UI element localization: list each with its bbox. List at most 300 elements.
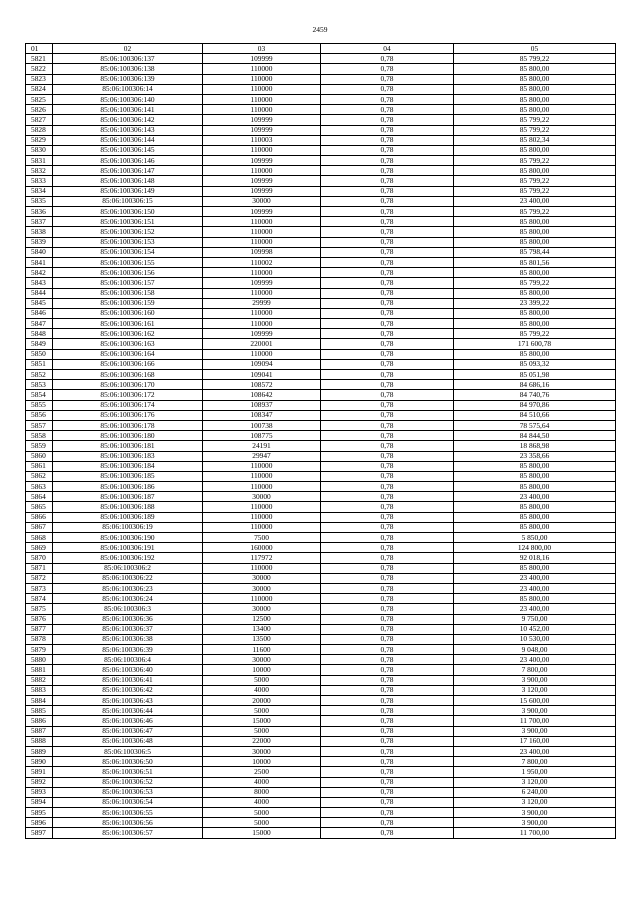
row-number-cell: 5845 bbox=[26, 298, 53, 308]
table-row bbox=[26, 461, 616, 471]
value-cell: 85 801,56 bbox=[454, 257, 616, 267]
value-cell: 3 900,00 bbox=[454, 808, 616, 818]
value-cell: 18 868,98 bbox=[454, 441, 616, 451]
row-number-cell: 5853 bbox=[26, 380, 53, 390]
table-header-row bbox=[26, 44, 616, 54]
rate-cell: 0,78 bbox=[321, 808, 454, 818]
cadastral-number-cell: 85:06:100306:186 bbox=[53, 482, 203, 492]
area-cell: 4000 bbox=[203, 777, 321, 787]
area-cell: 110000 bbox=[203, 166, 321, 176]
value-cell: 85 800,00 bbox=[454, 522, 616, 532]
table-row bbox=[26, 645, 616, 655]
row-number-cell: 5865 bbox=[26, 502, 53, 512]
cadastral-number-cell: 85:06:100306:180 bbox=[53, 431, 203, 441]
area-cell: 109999 bbox=[203, 54, 321, 64]
row-number-cell: 5891 bbox=[26, 767, 53, 777]
rate-cell: 0,78 bbox=[321, 105, 454, 115]
row-number-cell: 5897 bbox=[26, 828, 53, 838]
row-number-cell: 5893 bbox=[26, 787, 53, 797]
rate-cell: 0,78 bbox=[321, 420, 454, 430]
row-number-cell: 5833 bbox=[26, 176, 53, 186]
cadastral-number-cell: 85:06:100306:143 bbox=[53, 125, 203, 135]
rate-cell: 0,78 bbox=[321, 115, 454, 125]
cadastral-number-cell: 85:06:100306:44 bbox=[53, 706, 203, 716]
area-cell: 110003 bbox=[203, 135, 321, 145]
rate-cell: 0,78 bbox=[321, 298, 454, 308]
value-cell: 85 800,00 bbox=[454, 94, 616, 104]
value-cell: 85 800,00 bbox=[454, 502, 616, 512]
value-cell: 3 120,00 bbox=[454, 797, 616, 807]
rate-cell: 0,78 bbox=[321, 533, 454, 543]
rate-cell: 0,78 bbox=[321, 492, 454, 502]
table-row bbox=[26, 543, 616, 553]
row-number-cell: 5877 bbox=[26, 624, 53, 634]
table-row bbox=[26, 339, 616, 349]
cadastral-number-cell: 85:06:100306:15 bbox=[53, 196, 203, 206]
row-number-cell: 5878 bbox=[26, 634, 53, 644]
value-cell: 3 900,00 bbox=[454, 818, 616, 828]
area-cell: 110000 bbox=[203, 74, 321, 84]
area-cell: 110000 bbox=[203, 349, 321, 359]
row-number-cell: 5868 bbox=[26, 533, 53, 543]
value-cell: 3 900,00 bbox=[454, 675, 616, 685]
rate-cell: 0,78 bbox=[321, 563, 454, 573]
table-row bbox=[26, 818, 616, 828]
row-number-cell: 5864 bbox=[26, 492, 53, 502]
row-number-cell: 5869 bbox=[26, 543, 53, 553]
cadastral-number-cell: 85:06:100306:164 bbox=[53, 349, 203, 359]
value-cell: 85 051,98 bbox=[454, 370, 616, 380]
row-number-cell: 5846 bbox=[26, 308, 53, 318]
value-cell: 23 358,66 bbox=[454, 451, 616, 461]
value-cell: 85 800,00 bbox=[454, 482, 616, 492]
cadastral-number-cell: 85:06:100306:39 bbox=[53, 645, 203, 655]
area-cell: 13500 bbox=[203, 634, 321, 644]
cadastral-number-cell: 85:06:100306:57 bbox=[53, 828, 203, 838]
row-number-cell: 5838 bbox=[26, 227, 53, 237]
value-cell: 85 800,00 bbox=[454, 74, 616, 84]
area-cell: 110000 bbox=[203, 471, 321, 481]
area-cell: 117972 bbox=[203, 553, 321, 563]
rate-cell: 0,78 bbox=[321, 757, 454, 767]
value-cell: 85 800,00 bbox=[454, 349, 616, 359]
cadastral-number-cell: 85:06:100306:42 bbox=[53, 685, 203, 695]
value-cell: 10 530,00 bbox=[454, 634, 616, 644]
cadastral-number-cell: 85:06:100306:153 bbox=[53, 237, 203, 247]
rate-cell: 0,78 bbox=[321, 319, 454, 329]
value-cell: 85 799,22 bbox=[454, 278, 616, 288]
area-cell: 8000 bbox=[203, 787, 321, 797]
area-cell: 22000 bbox=[203, 736, 321, 746]
table-row bbox=[26, 156, 616, 166]
row-number-cell: 5884 bbox=[26, 696, 53, 706]
rate-cell: 0,78 bbox=[321, 278, 454, 288]
row-number-cell: 5879 bbox=[26, 645, 53, 655]
rate-cell: 0,78 bbox=[321, 594, 454, 604]
table-row bbox=[26, 390, 616, 400]
rate-cell: 0,78 bbox=[321, 522, 454, 532]
value-cell: 85 799,22 bbox=[454, 176, 616, 186]
rate-cell: 0,78 bbox=[321, 431, 454, 441]
area-cell: 109999 bbox=[203, 278, 321, 288]
area-cell: 13400 bbox=[203, 624, 321, 634]
value-cell: 85 799,22 bbox=[454, 54, 616, 64]
table-row bbox=[26, 298, 616, 308]
value-cell: 92 018,16 bbox=[454, 553, 616, 563]
rate-cell: 0,78 bbox=[321, 818, 454, 828]
area-cell: 30000 bbox=[203, 604, 321, 614]
row-number-cell: 5834 bbox=[26, 186, 53, 196]
area-cell: 110000 bbox=[203, 64, 321, 74]
rate-cell: 0,78 bbox=[321, 828, 454, 838]
cadastral-number-cell: 85:06:100306:174 bbox=[53, 400, 203, 410]
cadastral-number-cell: 85:06:100306:163 bbox=[53, 339, 203, 349]
area-cell: 110000 bbox=[203, 563, 321, 573]
area-cell: 109041 bbox=[203, 370, 321, 380]
rate-cell: 0,78 bbox=[321, 84, 454, 94]
rate-cell: 0,78 bbox=[321, 553, 454, 563]
table-row bbox=[26, 451, 616, 461]
row-number-cell: 5850 bbox=[26, 349, 53, 359]
value-cell: 85 799,22 bbox=[454, 115, 616, 125]
area-cell: 110000 bbox=[203, 145, 321, 155]
row-number-cell: 5896 bbox=[26, 818, 53, 828]
rate-cell: 0,78 bbox=[321, 329, 454, 339]
cadastral-number-cell: 85:06:100306:160 bbox=[53, 308, 203, 318]
value-cell: 7 800,00 bbox=[454, 665, 616, 675]
rate-cell: 0,78 bbox=[321, 787, 454, 797]
area-cell: 109999 bbox=[203, 207, 321, 217]
value-cell: 85 800,00 bbox=[454, 594, 616, 604]
area-cell: 4000 bbox=[203, 797, 321, 807]
area-cell: 30000 bbox=[203, 492, 321, 502]
area-cell: 5000 bbox=[203, 706, 321, 716]
area-cell: 108347 bbox=[203, 410, 321, 420]
area-cell: 109999 bbox=[203, 115, 321, 125]
area-cell: 5000 bbox=[203, 726, 321, 736]
area-cell: 108937 bbox=[203, 400, 321, 410]
value-cell: 85 800,00 bbox=[454, 512, 616, 522]
area-cell: 30000 bbox=[203, 196, 321, 206]
cadastral-number-cell: 85:06:100306:191 bbox=[53, 543, 203, 553]
value-cell: 85 800,00 bbox=[454, 145, 616, 155]
area-cell: 109999 bbox=[203, 156, 321, 166]
table-row bbox=[26, 624, 616, 634]
rate-cell: 0,78 bbox=[321, 247, 454, 257]
table-row bbox=[26, 563, 616, 573]
cadastral-number-cell: 85:06:100306:151 bbox=[53, 217, 203, 227]
rate-cell: 0,78 bbox=[321, 186, 454, 196]
value-cell: 84 686,16 bbox=[454, 380, 616, 390]
cadastral-number-cell: 85:06:100306:144 bbox=[53, 135, 203, 145]
cadastral-number-cell: 85:06:100306:159 bbox=[53, 298, 203, 308]
cadastral-number-cell: 85:06:100306:158 bbox=[53, 288, 203, 298]
cadastral-number-cell: 85:06:100306:138 bbox=[53, 64, 203, 74]
value-cell: 85 798,44 bbox=[454, 247, 616, 257]
rate-cell: 0,78 bbox=[321, 390, 454, 400]
table-row bbox=[26, 583, 616, 593]
row-number-cell: 5880 bbox=[26, 655, 53, 665]
table-row bbox=[26, 614, 616, 624]
value-cell: 124 800,00 bbox=[454, 543, 616, 553]
area-cell: 110000 bbox=[203, 502, 321, 512]
table-row bbox=[26, 492, 616, 502]
rate-cell: 0,78 bbox=[321, 227, 454, 237]
area-cell: 110000 bbox=[203, 482, 321, 492]
area-cell: 220001 bbox=[203, 339, 321, 349]
cadastral-number-cell: 85:06:100306:168 bbox=[53, 370, 203, 380]
cadastral-number-cell: 85:06:100306:14 bbox=[53, 84, 203, 94]
cadastral-number-cell: 85:06:100306:53 bbox=[53, 787, 203, 797]
cadastral-number-cell: 85:06:100306:51 bbox=[53, 767, 203, 777]
cadastral-number-cell: 85:06:100306:152 bbox=[53, 227, 203, 237]
table-row bbox=[26, 380, 616, 390]
cadastral-number-cell: 85:06:100306:142 bbox=[53, 115, 203, 125]
rate-cell: 0,78 bbox=[321, 145, 454, 155]
rate-cell: 0,78 bbox=[321, 257, 454, 267]
rate-cell: 0,78 bbox=[321, 706, 454, 716]
row-number-cell: 5860 bbox=[26, 451, 53, 461]
rate-cell: 0,78 bbox=[321, 696, 454, 706]
rate-cell: 0,78 bbox=[321, 624, 454, 634]
cadastral-number-cell: 85:06:100306:145 bbox=[53, 145, 203, 155]
row-number-cell: 5835 bbox=[26, 196, 53, 206]
table-row bbox=[26, 522, 616, 532]
row-number-cell: 5888 bbox=[26, 736, 53, 746]
cadastral-number-cell: 85:06:100306:146 bbox=[53, 156, 203, 166]
value-cell: 78 575,64 bbox=[454, 420, 616, 430]
cadastral-number-cell: 85:06:100306:4 bbox=[53, 655, 203, 665]
table-row bbox=[26, 665, 616, 675]
table-row bbox=[26, 349, 616, 359]
row-number-cell: 5849 bbox=[26, 339, 53, 349]
rate-cell: 0,78 bbox=[321, 54, 454, 64]
rate-cell: 0,78 bbox=[321, 777, 454, 787]
value-cell: 10 452,00 bbox=[454, 624, 616, 634]
cadastral-number-cell: 85:06:100306:148 bbox=[53, 176, 203, 186]
area-cell: 110000 bbox=[203, 84, 321, 94]
cadastral-number-cell: 85:06:100306:184 bbox=[53, 461, 203, 471]
area-cell: 2500 bbox=[203, 767, 321, 777]
table-row bbox=[26, 808, 616, 818]
area-cell: 30000 bbox=[203, 655, 321, 665]
row-number-cell: 5855 bbox=[26, 400, 53, 410]
rate-cell: 0,78 bbox=[321, 156, 454, 166]
value-cell: 85 802,34 bbox=[454, 135, 616, 145]
page-number: 2459 bbox=[312, 25, 328, 34]
value-cell: 3 900,00 bbox=[454, 706, 616, 716]
table-row bbox=[26, 757, 616, 767]
table-body bbox=[26, 54, 616, 838]
value-cell: 85 800,00 bbox=[454, 84, 616, 94]
value-cell: 85 800,00 bbox=[454, 217, 616, 227]
table-row bbox=[26, 135, 616, 145]
value-cell: 85 800,00 bbox=[454, 166, 616, 176]
row-number-cell: 5889 bbox=[26, 746, 53, 756]
table-row bbox=[26, 94, 616, 104]
row-number-cell: 5859 bbox=[26, 441, 53, 451]
value-cell: 85 093,32 bbox=[454, 359, 616, 369]
table-row bbox=[26, 736, 616, 746]
value-cell: 85 800,00 bbox=[454, 563, 616, 573]
rate-cell: 0,78 bbox=[321, 471, 454, 481]
row-number-cell: 5831 bbox=[26, 156, 53, 166]
value-cell: 5 850,00 bbox=[454, 533, 616, 543]
table-row bbox=[26, 828, 616, 838]
value-cell: 85 799,22 bbox=[454, 125, 616, 135]
table-row bbox=[26, 54, 616, 64]
value-cell: 23 399,22 bbox=[454, 298, 616, 308]
table-row bbox=[26, 797, 616, 807]
table-row bbox=[26, 176, 616, 186]
data-table bbox=[25, 43, 616, 839]
rate-cell: 0,78 bbox=[321, 461, 454, 471]
rate-cell: 0,78 bbox=[321, 716, 454, 726]
value-cell: 85 800,00 bbox=[454, 105, 616, 115]
table-row bbox=[26, 227, 616, 237]
row-number-cell: 5830 bbox=[26, 145, 53, 155]
cadastral-number-cell: 85:06:100306:140 bbox=[53, 94, 203, 104]
row-number-cell: 5892 bbox=[26, 777, 53, 787]
row-number-cell: 5895 bbox=[26, 808, 53, 818]
cadastral-number-cell: 85:06:100306:55 bbox=[53, 808, 203, 818]
cadastral-number-cell: 85:06:100306:147 bbox=[53, 166, 203, 176]
area-cell: 110000 bbox=[203, 268, 321, 278]
row-number-cell: 5885 bbox=[26, 706, 53, 716]
area-cell: 15000 bbox=[203, 716, 321, 726]
area-cell: 109999 bbox=[203, 186, 321, 196]
table-row bbox=[26, 400, 616, 410]
table-row bbox=[26, 186, 616, 196]
row-number-cell: 5832 bbox=[26, 166, 53, 176]
area-cell: 7500 bbox=[203, 533, 321, 543]
cadastral-number-cell: 85:06:100306:5 bbox=[53, 746, 203, 756]
table-row bbox=[26, 207, 616, 217]
column-header: 03 bbox=[203, 44, 321, 54]
row-number-cell: 5873 bbox=[26, 583, 53, 593]
area-cell: 110000 bbox=[203, 594, 321, 604]
row-number-cell: 5862 bbox=[26, 471, 53, 481]
table-row bbox=[26, 767, 616, 777]
rate-cell: 0,78 bbox=[321, 288, 454, 298]
value-cell: 9 048,00 bbox=[454, 645, 616, 655]
rate-cell: 0,78 bbox=[321, 237, 454, 247]
area-cell: 110000 bbox=[203, 288, 321, 298]
rate-cell: 0,78 bbox=[321, 451, 454, 461]
value-cell: 9 750,00 bbox=[454, 614, 616, 624]
cadastral-number-cell: 85:06:100306:3 bbox=[53, 604, 203, 614]
cadastral-number-cell: 85:06:100306:172 bbox=[53, 390, 203, 400]
cadastral-number-cell: 85:06:100306:187 bbox=[53, 492, 203, 502]
row-number-cell: 5871 bbox=[26, 563, 53, 573]
cadastral-number-cell: 85:06:100306:54 bbox=[53, 797, 203, 807]
area-cell: 10000 bbox=[203, 757, 321, 767]
rate-cell: 0,78 bbox=[321, 634, 454, 644]
cadastral-number-cell: 85:06:100306:162 bbox=[53, 329, 203, 339]
table-row bbox=[26, 706, 616, 716]
value-cell: 84 970,86 bbox=[454, 400, 616, 410]
row-number-cell: 5829 bbox=[26, 135, 53, 145]
row-number-cell: 5843 bbox=[26, 278, 53, 288]
table-row bbox=[26, 319, 616, 329]
rate-cell: 0,78 bbox=[321, 675, 454, 685]
cadastral-number-cell: 85:06:100306:46 bbox=[53, 716, 203, 726]
area-cell: 110000 bbox=[203, 461, 321, 471]
table-row bbox=[26, 431, 616, 441]
table-row bbox=[26, 329, 616, 339]
area-cell: 110002 bbox=[203, 257, 321, 267]
table-row bbox=[26, 257, 616, 267]
cadastral-number-cell: 85:06:100306:139 bbox=[53, 74, 203, 84]
rate-cell: 0,78 bbox=[321, 380, 454, 390]
table-row bbox=[26, 533, 616, 543]
table-row bbox=[26, 726, 616, 736]
table-row bbox=[26, 634, 616, 644]
table-row bbox=[26, 268, 616, 278]
row-number-cell: 5844 bbox=[26, 288, 53, 298]
area-cell: 110000 bbox=[203, 94, 321, 104]
rate-cell: 0,78 bbox=[321, 736, 454, 746]
cadastral-number-cell: 85:06:100306:52 bbox=[53, 777, 203, 787]
value-cell: 11 700,00 bbox=[454, 716, 616, 726]
area-cell: 5000 bbox=[203, 818, 321, 828]
row-number-cell: 5886 bbox=[26, 716, 53, 726]
rate-cell: 0,78 bbox=[321, 370, 454, 380]
rate-cell: 0,78 bbox=[321, 94, 454, 104]
table-row bbox=[26, 573, 616, 583]
cadastral-number-cell: 85:06:100306:156 bbox=[53, 268, 203, 278]
area-cell: 30000 bbox=[203, 573, 321, 583]
value-cell: 23 400,00 bbox=[454, 196, 616, 206]
value-cell: 23 400,00 bbox=[454, 746, 616, 756]
rate-cell: 0,78 bbox=[321, 339, 454, 349]
rate-cell: 0,78 bbox=[321, 665, 454, 675]
area-cell: 110000 bbox=[203, 227, 321, 237]
area-cell: 29999 bbox=[203, 298, 321, 308]
area-cell: 4000 bbox=[203, 685, 321, 695]
value-cell: 85 799,22 bbox=[454, 207, 616, 217]
area-cell: 108572 bbox=[203, 380, 321, 390]
rate-cell: 0,78 bbox=[321, 166, 454, 176]
area-cell: 5000 bbox=[203, 675, 321, 685]
cadastral-number-cell: 85:06:100306:137 bbox=[53, 54, 203, 64]
rate-cell: 0,78 bbox=[321, 74, 454, 84]
area-cell: 30000 bbox=[203, 583, 321, 593]
area-cell: 10000 bbox=[203, 665, 321, 675]
table-row bbox=[26, 420, 616, 430]
cadastral-number-cell: 85:06:100306:161 bbox=[53, 319, 203, 329]
rate-cell: 0,78 bbox=[321, 573, 454, 583]
rate-cell: 0,78 bbox=[321, 604, 454, 614]
rate-cell: 0,78 bbox=[321, 482, 454, 492]
area-cell: 110000 bbox=[203, 237, 321, 247]
area-cell: 110000 bbox=[203, 319, 321, 329]
cadastral-number-cell: 85:06:100306:154 bbox=[53, 247, 203, 257]
value-cell: 1 950,00 bbox=[454, 767, 616, 777]
area-cell: 109998 bbox=[203, 247, 321, 257]
row-number-cell: 5872 bbox=[26, 573, 53, 583]
value-cell: 23 400,00 bbox=[454, 583, 616, 593]
row-number-cell: 5828 bbox=[26, 125, 53, 135]
table-row bbox=[26, 746, 616, 756]
value-cell: 23 400,00 bbox=[454, 655, 616, 665]
rate-cell: 0,78 bbox=[321, 645, 454, 655]
rate-cell: 0,78 bbox=[321, 207, 454, 217]
cadastral-number-cell: 85:06:100306:155 bbox=[53, 257, 203, 267]
table-row bbox=[26, 685, 616, 695]
table-row bbox=[26, 247, 616, 257]
rate-cell: 0,78 bbox=[321, 767, 454, 777]
